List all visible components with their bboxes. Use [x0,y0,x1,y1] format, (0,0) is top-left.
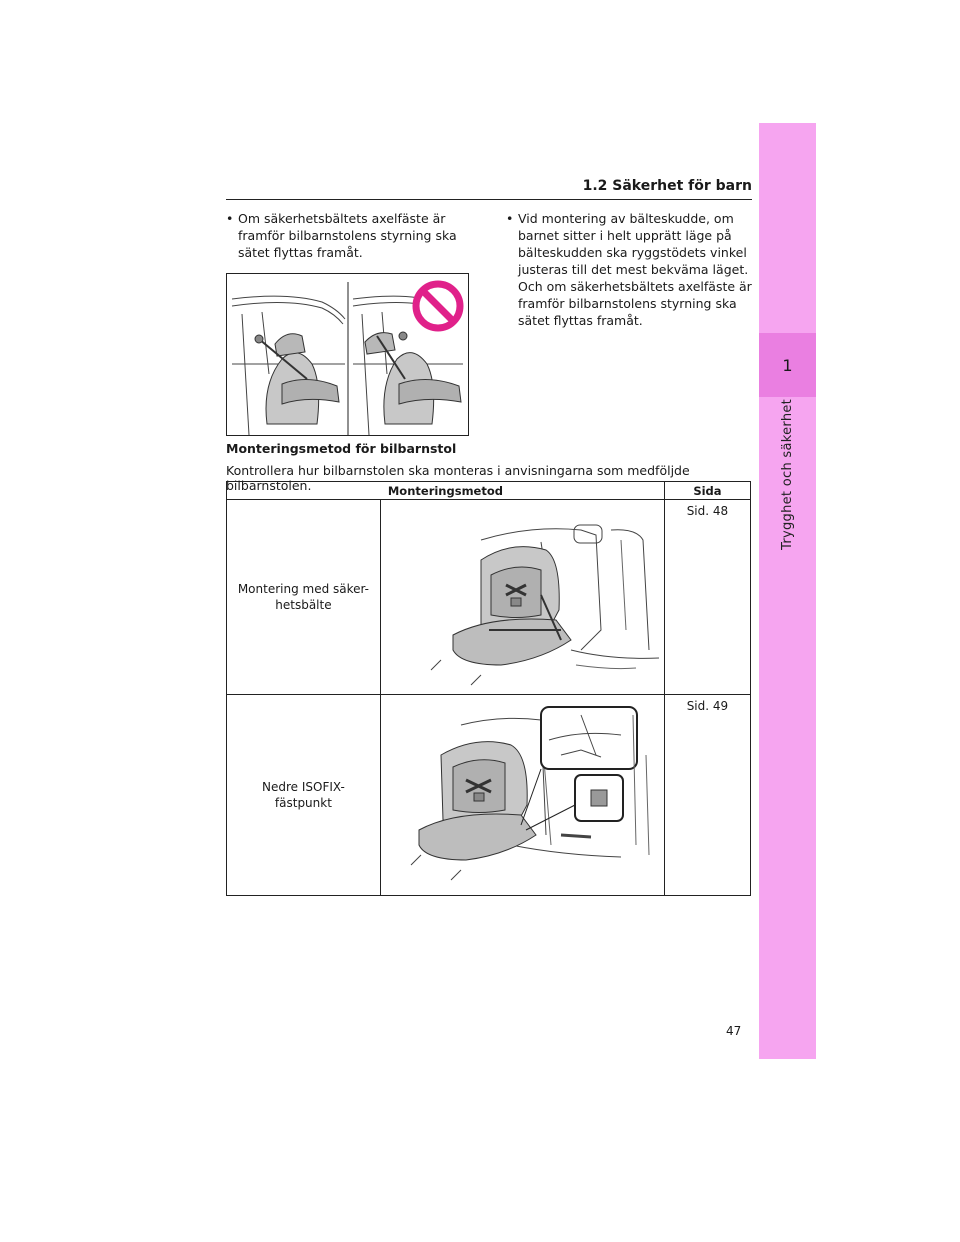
illustration-cell [380,500,664,695]
prohibited-icon [416,284,460,328]
table-header-row [227,482,751,500]
bullet-text: Vid montering av bälteskudde, om barnet sitter i helt upprätt läge på bälteskudden ska ryggstödets vinkel justeras till det mest bekväma läget. Och om säkerhetsbältets axelfäste är framför bilbarnstolens styrning ska sätet flyttas framåt. [518,211,752,328]
chapter-number: 1 [782,355,793,375]
bullet-text: Om säkerhetsbältets axelfäste är framför bilbarnstolens styrning ska sätet flyttas framåt. [238,211,457,260]
header-method: Monteringsmetod [227,482,665,500]
list-item: • Vid montering av bälteskudde, om barnet sitter i helt upprätt läge på bälteskudden ska ryggstödets vinkel justeras till det mest bekväma läget. Och om säkerhetsbältets axelfäste är framför bilbarnstolens styrning ska sätet flyttas framåt. [506,210,756,329]
isofix-install-drawing [381,695,664,892]
section-text: Kontrollera hur bilbarnstolen ska monteras i anvisningarna som medföljde bilbarnstolen. [226,463,690,493]
chapter-title-tab [759,400,816,560]
bullet-list-left [226,210,476,261]
illustration-cell [380,695,664,896]
chapter-tab-strip [759,123,816,1059]
list-item: • Om säkerhetsbältets axelfäste är framför bilbarnstolens styrning ska sätet flyttas framåt. [226,210,476,261]
section-title: Monteringsmetod för bilbarnstol [226,441,457,456]
installation-method-table [226,481,751,896]
table-row [227,695,751,896]
booster-seat-illustration [226,273,469,436]
seatbelt-install-drawing [381,500,664,691]
chapter-number-tab[interactable] [759,333,816,397]
page-number: 47 [726,1024,742,1038]
method-cell: Montering med säker-hetsbälte [227,500,381,695]
bullet-list-right [506,210,756,329]
table-row [227,500,751,695]
booster-seat-drawing [227,274,468,435]
page-cell[interactable]: Sid. 49 [664,695,750,896]
header-page: Sida [664,482,750,500]
section-header: 1.2 Säkerhet för barn [226,178,752,200]
chapter-title: Trygghet och säkerhet [780,398,795,550]
page-cell[interactable]: Sid. 48 [664,500,750,695]
method-cell: Nedre ISOFIX-fästpunkt [227,695,381,896]
